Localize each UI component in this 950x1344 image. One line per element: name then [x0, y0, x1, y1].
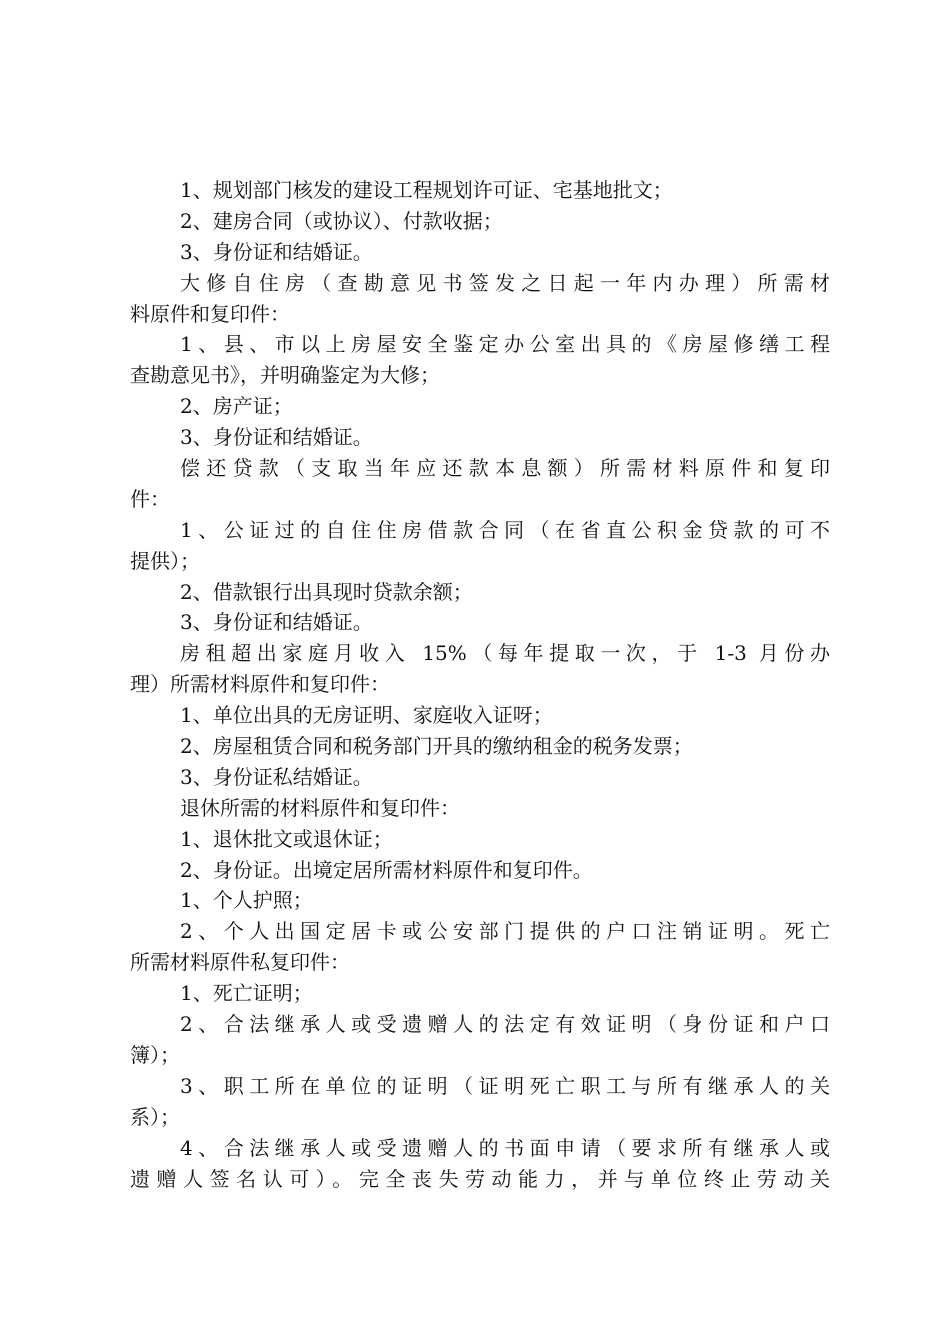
text-line: 2、个人出国定居卡或公安部门提供的户口注销证明。死亡 [180, 919, 830, 944]
text-line: 提供）； [130, 548, 200, 573]
text-line: 3、身份证和结婚证。 [180, 239, 373, 264]
text-line: 1、县、市以上房屋安全鉴定办公室出具的《房屋修缮工程 [180, 332, 830, 357]
text-line: 3、职工所在单位的证明（证明死亡职工与所有继承人的关 [180, 1073, 830, 1098]
text-line: 2、身份证。出境定居所需材料原件和复印件。 [180, 857, 593, 882]
text-line: 2、房产证； [180, 394, 293, 419]
text-line: 1、公证过的自住住房借款合同（在省直公积金贷款的可不 [180, 517, 830, 542]
text-line: 2、借款银行出具现时贷款余额； [180, 579, 473, 604]
text-line: 大修自住房（查勘意见书签发之日起一年内办理）所需材 [180, 270, 830, 295]
document-body [130, 175, 830, 1194]
text-line: 所需材料原件私复印件： [130, 950, 350, 975]
text-line: 4、合法继承人或受遗赠人的书面申请（要求所有继承人或 [180, 1135, 830, 1160]
text-line: 2、合法继承人或受遗赠人的法定有效证明（身份证和户口 [180, 1012, 830, 1037]
text-line: 3、身份证和结婚证。 [180, 610, 373, 635]
text-line: 件： [130, 486, 170, 511]
text-line: 1、退休批文或退休证； [180, 826, 393, 851]
text-line: 2、房屋租赁合同和税务部门开具的缴纳租金的税务发票； [180, 734, 693, 759]
text-line: 退休所需的材料原件和复印件： [180, 795, 460, 820]
text-line: 1、个人护照； [180, 888, 313, 913]
text-line: 系）； [130, 1104, 180, 1129]
text-line: 3、身份证私结婚证。 [180, 764, 373, 789]
text-line: 偿还贷款（支取当年应还款本息额）所需材料原件和复印 [180, 456, 830, 481]
text-line: 1、死亡证明； [180, 981, 313, 1006]
text-line: 1、单位出具的无房证明、家庭收入证呀； [180, 703, 553, 728]
text-line: 簿）； [130, 1042, 180, 1067]
text-line: 理）所需材料原件和复印件： [130, 672, 390, 697]
text-line: 3、身份证和结婚证。 [180, 425, 373, 450]
text-line: 2、建房合同（或协议）、付款收据； [180, 208, 503, 233]
text-line: 遗赠人签名认可）。完全丧失劳动能力，并与单位终止劳动关 [130, 1166, 830, 1191]
text-line: 料原件和复印件： [130, 301, 290, 326]
text-line: 查勘意见书》，并明确鉴定为大修； [130, 363, 440, 388]
text-line: 房租超出家庭月收入 15%（每年提取一次，于 1-3 月份办 [180, 641, 830, 666]
text-line: 1、规划部门核发的建设工程规划许可证、宅基地批文； [180, 178, 673, 202]
